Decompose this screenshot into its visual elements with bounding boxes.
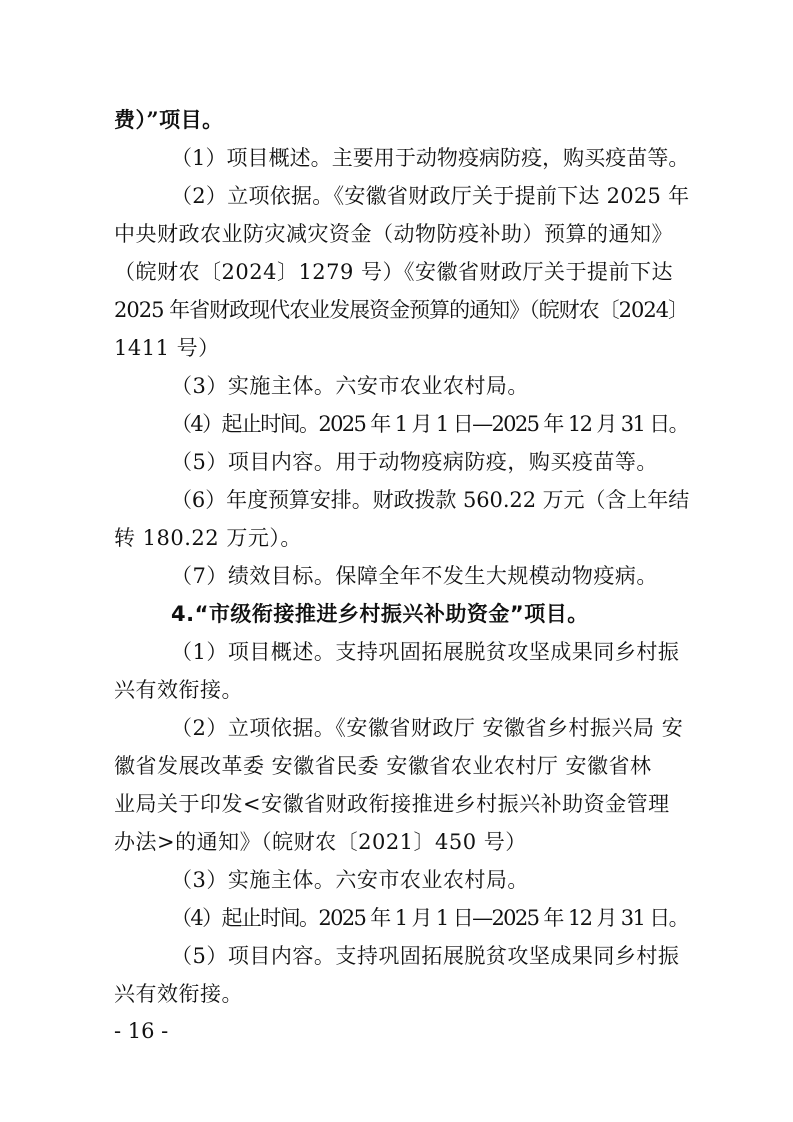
item-3-5-content: （5）项目内容。用于动物疫病防疫，购买疫苗等。 — [171, 450, 658, 474]
item-4-2-basis-line-4: 办法>的通知》（皖财农〔2021〕450 号） — [114, 830, 527, 854]
item-3-1-overview: （1）项目概述。主要用于动物疫病防疫，购买疫苗等。 — [171, 146, 690, 170]
item-3-2-basis-line-3: （皖财农〔2024〕1279 号）《安徽省财政厅关于提前下达 — [114, 260, 674, 284]
item-3-6-budget-line-2: 转 180.22 万元）。 — [114, 526, 302, 550]
item-4-5-content: （5）项目内容。支持巩固拓展脱贫攻坚成果同乡村振 — [171, 944, 680, 968]
page-number: - 16 - — [114, 1019, 169, 1043]
item-3-2-basis: （2）立项依据。《安徽省财政厅关于提前下达 2025 年 — [171, 184, 690, 208]
item-4-2-basis: （2）立项依据。《安徽省财政厅 安徽省乡村振兴局 安 — [171, 716, 684, 740]
item-4-3-entity: （3）实施主体。六安市农业农村局。 — [171, 868, 529, 892]
item-3-2-basis-line-2: 中央财政农业防灾减灾资金（动物防疫补助）预算的通知》 — [114, 222, 673, 246]
item-4-2-basis-line-2: 徽省发展改革委 安徽省民委 安徽省农业农村厅 安徽省林 — [114, 754, 652, 778]
item-3-7-target: （7）绩效目标。保障全年不发生大规模动物疫病。 — [171, 564, 658, 588]
section-4-title: 4.“市级衔接推进乡村振兴补助资金”项目。 — [171, 602, 589, 626]
section-3-title-continuation: 费）”项目。 — [114, 107, 224, 132]
item-4-4-period: （4）起止时间。2025 年 1 月 1 日—2025 年 12 月 31 日。 — [171, 906, 689, 930]
item-4-1-overview: （1）项目概述。支持巩固拓展脱贫攻坚成果同乡村振 — [171, 640, 680, 664]
item-3-4-period: （4）起止时间。2025 年 1 月 1 日—2025 年 12 月 31 日。 — [171, 412, 689, 436]
item-4-1-overview-line-2: 兴有效衔接。 — [114, 678, 243, 702]
item-4-5-content-line-2: 兴有效衔接。 — [114, 982, 243, 1006]
item-3-3-entity: （3）实施主体。六安市农业农村局。 — [171, 374, 529, 398]
item-3-2-basis-line-4: 2025 年省财政现代农业发展资金预算的通知》（皖财农〔2024〕 — [114, 298, 689, 322]
item-3-6-budget: （6）年度预算安排。财政拨款 560.22 万元（含上年结 — [171, 488, 690, 512]
item-3-2-basis-line-5: 1411 号） — [114, 336, 220, 360]
item-4-2-basis-line-3: 业局关于印发<安徽省财政衔接推进乡村振兴补助资金管理 — [114, 792, 670, 816]
